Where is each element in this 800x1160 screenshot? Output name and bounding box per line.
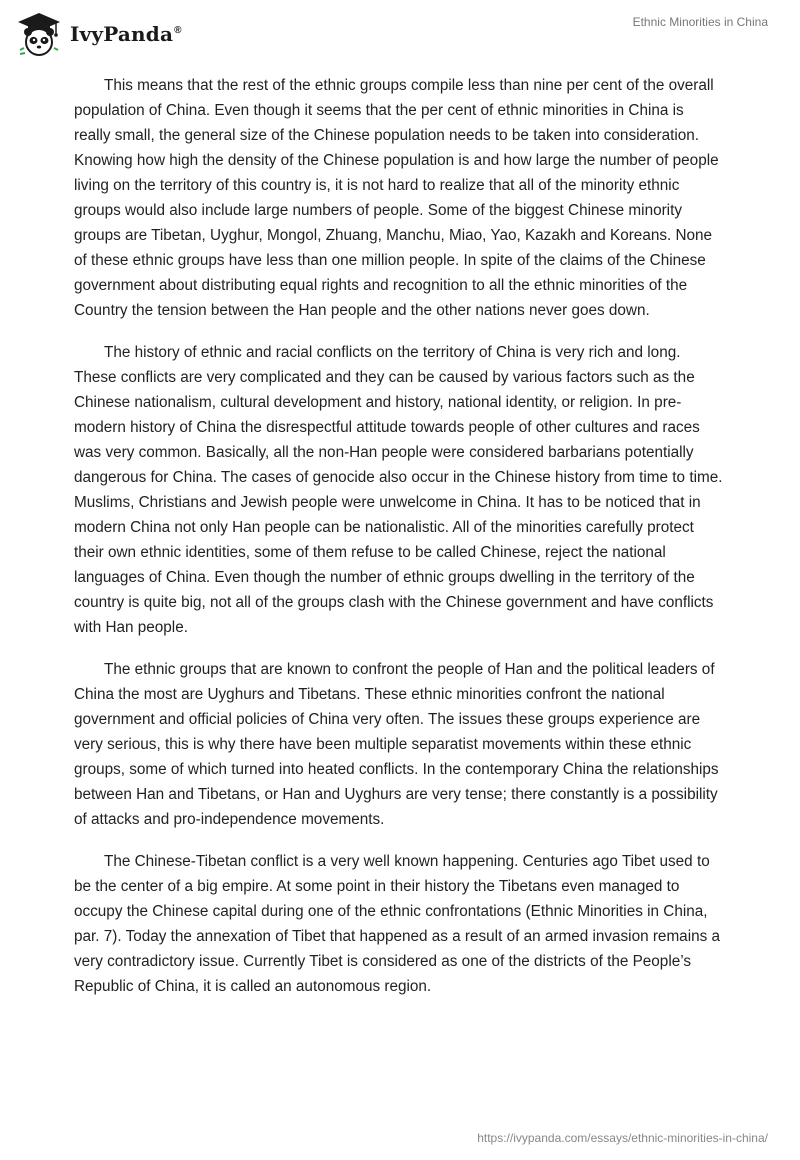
paragraph: The history of ethnic and racial conflicts on the territory of China is very rich and long. These conflicts are very complicated and they can be caused by various factors such as the Chinese nationalism, cultural development and history, national identity, or religion. In pre-modern history of China the disrespectful attitude towards people of other cultures and races was very common. Basically, all the non-Han people were considered barbarians potentially dangerous for China. The cases of genocide also occur in the Chinese history from time to time. Muslims, Christians and Jewish people were unwelcome in China. It has to be noticed that in modern China not only Han people can be nationalistic. All of the minorities carefully protect their own ethnic identities, some of them refuse to be called Chinese, reject the national languages of China. Even though the number of ethnic groups dwelling in the territory of the country is quite big, not all of the groups clash with the Chinese government and have conflicts with Han people. [74, 344, 723, 636]
source-url[interactable]: https://ivypanda.com/essays/ethnic-minorities-in-china/ [477, 1131, 768, 1145]
panda-graduate-icon [14, 10, 64, 58]
paragraph: The Chinese-Tibetan conflict is a very well known happening. Centuries ago Tibet used to be the center of a big empire. At some point in their history the Tibetans even managed to occupy the Chinese capital during one of the ethnic confrontations (Ethnic Minorities in China, par. 7). Today the annexation of Tibet that happened as a result of an armed invasion remains a very contradictory issue. Currently Tibet is considered as one of the districts of the People’s Republic of China, it is called an autonomous region. [74, 853, 721, 995]
brand-logo[interactable] [14, 10, 182, 58]
page-header [0, 0, 800, 60]
paragraph: This means that the rest of the ethnic groups compile less than nine per cent of the overall population of China. Even though it seems that the per cent of ethnic minorities in China is really small, the general size of the Chinese population needs to be taken into consideration. Knowing how high the density of the Chinese population is and how large the number of people living on the territory of this country is, it is not hard to realize that all of the minority ethnic groups would also include large numbers of people. Some of the biggest Chinese minority groups are Tibetan, Uyghur, Mongol, Zhuang, Manchu, Miao, Yao, Kazakh and Koreans. None of these ethnic groups have less than one million people. In spite of the claims of the Chinese government about distributing equal rights and recognition to all the ethnic minorities of the Country the tension between the Han people and the other nations never goes down. [74, 77, 719, 319]
brand-name: IvyPanda® [70, 22, 182, 46]
document-title: Ethnic Minorities in China [632, 15, 768, 29]
paragraph: The ethnic groups that are known to confront the people of Han and the political leaders of China the most are Uyghurs and Tibetans. These ethnic minorities confront the national government and official policies of China very often. The issues these groups experience are very serious, this is why there have been multiple separatist movements within these ethnic groups, some of which turned into heated conflicts. In the contemporary China the relationships between Han and Tibetans, or Han and Uyghurs are very tense; there constantly is a possibility of attacks and pro-independence movements. [74, 661, 719, 828]
essay-body [74, 73, 724, 1016]
registered-mark: ® [174, 25, 182, 37]
